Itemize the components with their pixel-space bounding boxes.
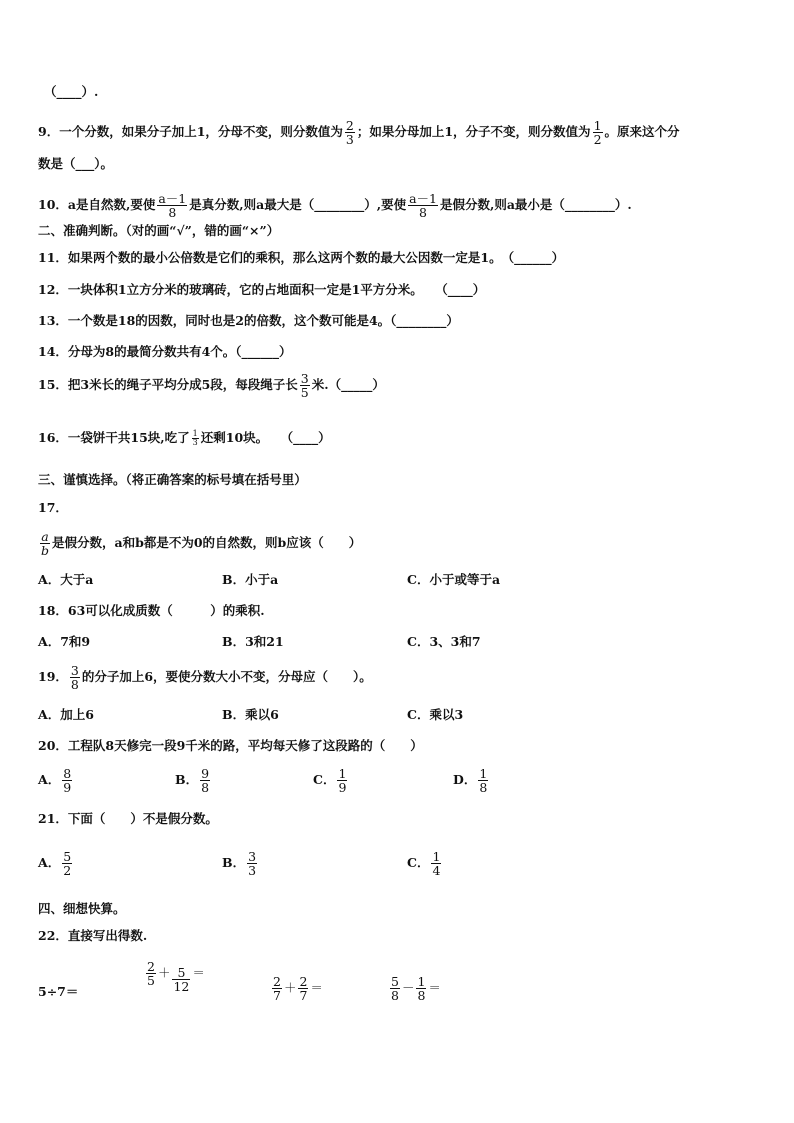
- denominator: 8: [157, 205, 187, 219]
- numerator: 8: [63, 766, 72, 781]
- q10-text-a: 10．a是自然数,要使: [38, 197, 156, 212]
- denominator: 3: [192, 438, 198, 447]
- q16-fraction: [192, 430, 199, 447]
- numerator: 5: [391, 974, 399, 989]
- q18-option-b[interactable]: B．3和21: [222, 634, 284, 649]
- q22-expression-1: 5÷7＝: [38, 984, 79, 999]
- q18-option-c[interactable]: C．3、3和7: [407, 634, 481, 649]
- option-fraction: [431, 850, 441, 877]
- denominator: 5: [147, 973, 155, 988]
- q20-option-b[interactable]: [175, 767, 212, 794]
- q21-option-b[interactable]: [222, 850, 259, 877]
- numerator: 1: [338, 766, 347, 781]
- q20-option-a[interactable]: [38, 767, 74, 794]
- numerator: 5: [177, 965, 186, 980]
- numerator: 5: [63, 849, 72, 864]
- option-fraction: [337, 767, 347, 794]
- numerator: 1: [417, 974, 426, 989]
- q20-option-d[interactable]: [453, 767, 490, 794]
- denominator: 5: [300, 385, 309, 400]
- numerator: 2: [345, 118, 354, 133]
- denominator: 8: [201, 780, 210, 795]
- q16-text-a: 16．一袋饼干共15块,吃了: [38, 430, 190, 445]
- denominator: 7: [273, 988, 281, 1003]
- numerator: 3: [300, 371, 309, 386]
- q9-line-2: 数是（___）。: [38, 156, 114, 171]
- q17-fraction: [40, 530, 50, 557]
- numerator: 1: [593, 118, 602, 133]
- numerator: a－1: [158, 191, 187, 206]
- q15-text-a: 15．把3米长的绳子平均分成5段，每段绳子长: [38, 377, 298, 392]
- option-label: D．: [453, 772, 477, 787]
- q9-text-a: 9．一个分数，如果分子加上1，分母不变，则分数值为: [38, 124, 343, 139]
- option-fraction: [62, 850, 72, 877]
- denominator: 4: [432, 863, 441, 878]
- denominator: 2: [63, 863, 72, 878]
- q21-option-a[interactable]: [38, 850, 74, 877]
- denominator: b: [41, 543, 50, 558]
- option-fraction: [247, 850, 257, 877]
- fraction-1: [272, 975, 282, 1002]
- equals: ＝: [310, 980, 323, 995]
- question-15: [38, 372, 385, 399]
- option-label: C．: [407, 855, 430, 870]
- numerator: a－1: [409, 191, 437, 206]
- q15-text-b: 米.（_____）: [311, 377, 385, 392]
- numerator: 1: [479, 766, 488, 781]
- question-17: [38, 530, 361, 557]
- option-label: A．: [38, 855, 61, 870]
- q20-option-c[interactable]: [313, 767, 349, 794]
- numerator: 3: [70, 663, 79, 678]
- question-9: [38, 119, 680, 146]
- q10-text-b: 是真分数,则a最大是（________）,要使: [189, 197, 407, 212]
- fraction-1: [146, 960, 156, 987]
- q10-text-c: 是假分数,则a最小是（________）.: [439, 197, 632, 212]
- question-16: [38, 430, 331, 447]
- numerator: 9: [201, 766, 210, 781]
- equals: ＝: [192, 965, 205, 980]
- q19-option-a[interactable]: A．加上6: [38, 707, 94, 722]
- section-4-heading: 四、细想快算。: [38, 901, 126, 916]
- question-19: [38, 664, 372, 691]
- q9-fraction-1: [345, 119, 355, 146]
- question-13: 13．一个数是18的因数，同时也是2的倍数，这个数可能是4。（________）: [38, 313, 459, 328]
- numerator: 3: [248, 849, 257, 864]
- numerator: 1: [432, 849, 441, 864]
- question-22: 22．直接写出得数.: [38, 928, 148, 943]
- question-14: 14．分母为8的最简分数共有4个。（______）: [38, 344, 292, 359]
- q17-option-b[interactable]: B．小于a: [222, 572, 279, 587]
- operator: ＋: [283, 980, 297, 995]
- option-label: B．: [175, 772, 199, 787]
- denominator: 8: [417, 988, 426, 1003]
- denominator: 2: [593, 132, 602, 147]
- denominator: 3: [345, 132, 354, 147]
- fraction-2: [298, 975, 308, 1002]
- q10-fraction-2: [408, 192, 438, 219]
- q10-fraction-1: [157, 192, 187, 219]
- question-11: 11．如果两个数的最小公倍数是它们的乘积，那么这两个数的最大公因数一定是1。 （______）: [38, 250, 565, 265]
- numerator: 2: [299, 974, 308, 989]
- numerator: 1: [192, 429, 198, 438]
- option-label: A．: [38, 772, 61, 787]
- numerator: 2: [147, 959, 155, 974]
- denominator: 8: [70, 677, 79, 692]
- denominator: 12: [173, 979, 190, 994]
- option-label: C．: [313, 772, 336, 787]
- q19-number: 19．: [38, 669, 68, 684]
- equals: ＝: [428, 980, 441, 995]
- q17-option-a[interactable]: A．大于a: [38, 572, 94, 587]
- option-fraction: [478, 767, 488, 794]
- q9-text-b: ；如果分母加上1，分子不变，则分数值为: [356, 124, 591, 139]
- question-20: 20．工程队8天修完一段9千米的路，平均每天修了这段路的（ ）: [38, 738, 423, 753]
- q19-option-b[interactable]: B．乘以6: [222, 707, 279, 722]
- q19-text: 的分子加上6，要使分数大小不变，分母应（ ）。: [81, 669, 372, 684]
- denominator: 8: [391, 988, 399, 1003]
- q22-expression-2: [144, 960, 205, 993]
- fraction-1: [390, 975, 400, 1002]
- denominator: 9: [338, 780, 347, 795]
- q17-text: 是假分数，a和b都是不为0的自然数，则b应该（ ）: [52, 535, 362, 550]
- question-10: [38, 192, 632, 219]
- section-3-heading: 三、谨慎选择。（将正确答案的标号填在括号里）: [38, 472, 307, 487]
- option-label: B．: [222, 855, 246, 870]
- denominator: 9: [63, 780, 72, 795]
- option-fraction: [200, 767, 210, 794]
- question-18: 18．63可以化成质数（ ）的乘积.: [38, 603, 265, 618]
- denominator: 8: [479, 780, 488, 795]
- operator: ＋: [157, 965, 171, 980]
- denominator: 8: [408, 205, 438, 219]
- q15-fraction: [300, 372, 310, 399]
- q17-number: 17．: [38, 500, 68, 515]
- q16-text-b: 还剩10块。 （____）: [200, 430, 331, 445]
- fraction-2: [172, 966, 190, 993]
- q8-tail: （____）.: [44, 84, 99, 99]
- numerator: a: [41, 529, 49, 544]
- denominator: 3: [248, 863, 257, 878]
- q22-expression-4: [388, 975, 441, 1002]
- q9-fraction-2: [593, 119, 603, 146]
- denominator: 7: [299, 988, 308, 1003]
- operator: －: [401, 980, 415, 995]
- q9-text-c: 。原来这个分: [604, 124, 680, 139]
- q19-fraction: [70, 664, 80, 691]
- q18-option-a[interactable]: A．7和9: [38, 634, 91, 649]
- option-fraction: [62, 767, 72, 794]
- fraction-2: [416, 975, 426, 1002]
- numerator: 2: [273, 974, 281, 989]
- q17-option-c[interactable]: C．小于或等于a: [407, 572, 501, 587]
- question-21: 21．下面（ ）不是假分数。: [38, 811, 218, 826]
- q21-option-c[interactable]: [407, 850, 443, 877]
- section-2-heading: 二、准确判断。（对的画“√”，错的画“×”）: [38, 223, 280, 238]
- q22-expression-3: [270, 975, 323, 1002]
- question-12: 12．一块体积1立方分米的玻璃砖，它的占地面积一定是1平方分米。 （____）: [38, 282, 486, 297]
- q19-option-c[interactable]: C．乘以3: [407, 707, 464, 722]
